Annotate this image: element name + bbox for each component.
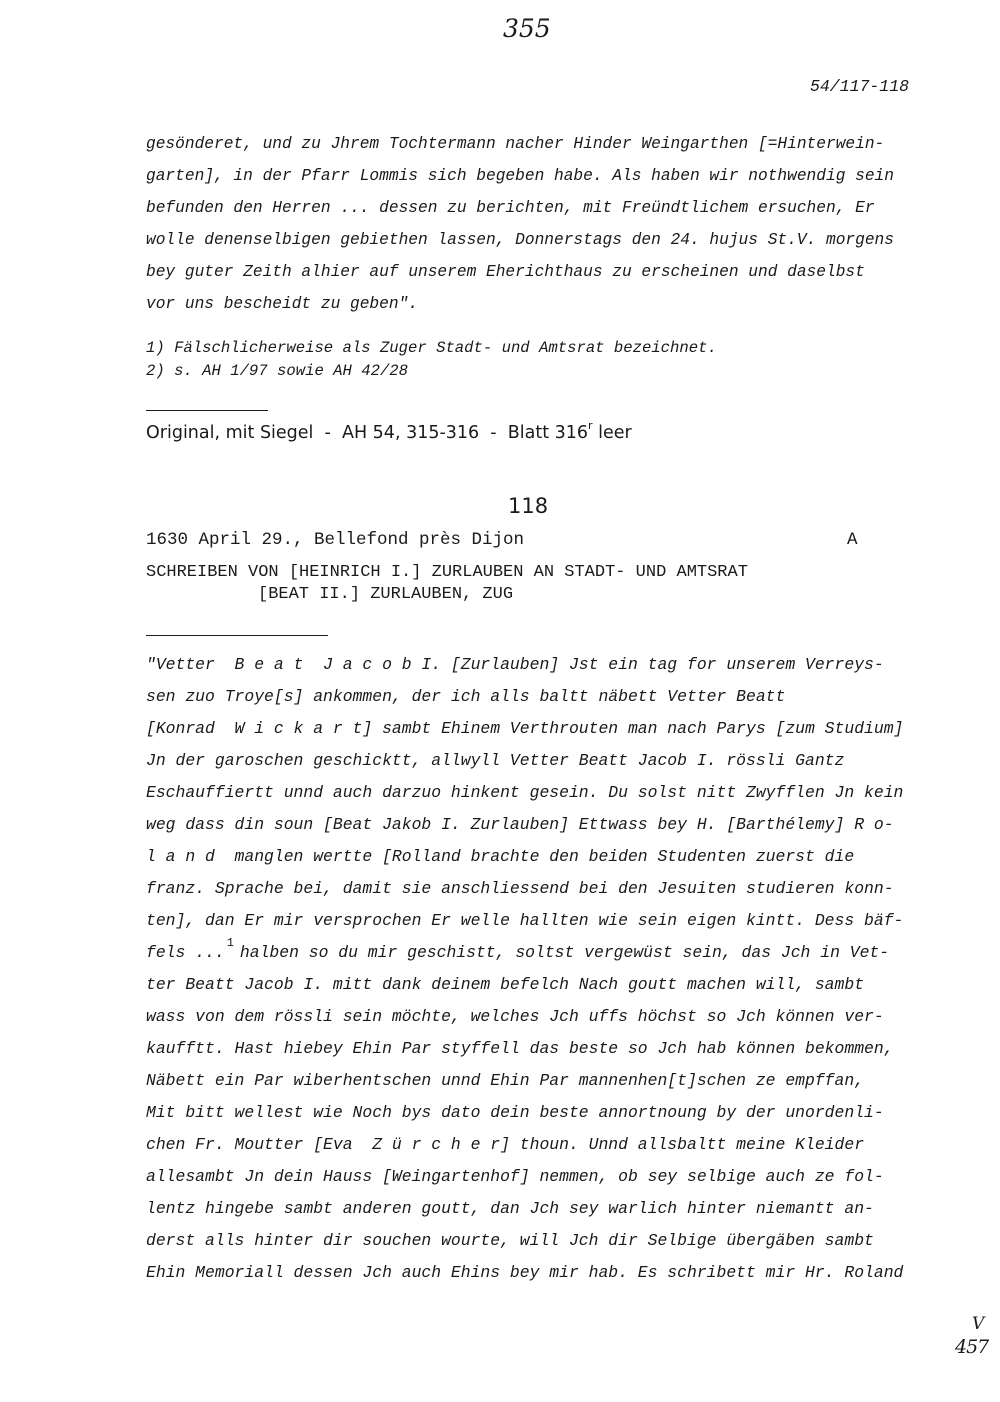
- letter-line: chen Fr. Moutter [Eva Z ü r c h e r] thoun. Unnd allsbaltt meine Kleider: [146, 1135, 865, 1154]
- letter-line: "Vetter B e a t J a c o b I. [Zurlauben] Jst ein tag for unserem Verreys-: [146, 655, 884, 674]
- letter-line-start: fels ...: [146, 943, 225, 962]
- letter-line: kaufftt. Hast hiebey Ehin Par styffell das beste so Jch hab können bekommen,: [146, 1039, 894, 1058]
- letter-line: sen zuo Troye[s] ankommen, der ich alls baltt näbett Vetter Beatt: [146, 687, 786, 706]
- footnote: 2) s. AH 1/97 sowie AH 42/28: [146, 362, 409, 380]
- letter-line: Näbett ein Par wiberhentschen unnd Ehin Par mannenhen[t]schen ze empffan,: [146, 1071, 865, 1090]
- letter-line: Eschauffiertt unnd auch darzuo hinkent gesein. Du solst nitt Zwyfflen Jn kein: [146, 783, 904, 802]
- letter-line-end: halben so du mir geschistt, soltst vergewüst sein, das Jch in Vet-: [239, 943, 890, 962]
- source-note: [146, 419, 632, 443]
- letter-line: weg dass din soun [Beat Jakob I. Zurlauben] Ettwass bey H. [Barthélemy] R o-: [146, 815, 894, 834]
- document-title-continuation: [BEAT II.] ZURLAUBEN, ZUG: [258, 585, 514, 604]
- document-reference: 54/117-118: [810, 77, 910, 96]
- text-line: gesönderet, und zu Jhrem Tochtermann nacher Hinder Weingarthen [=Hinterwein-: [146, 135, 885, 153]
- source-note-superscript: r: [588, 419, 593, 432]
- footnote: 1) Fälschlicherweise als Zuger Stadt- und Amtsrat bezeichnet.: [146, 339, 717, 357]
- document-date-place: 1630 April 29., Bellefond près Dijon: [146, 530, 525, 550]
- letter-line: l a n d manglen wertte [Rolland brachte den beiden Studenten zuerst die: [146, 847, 855, 866]
- letter-line: derst alls hinter dir souchen wourte, will Jch dir Selbige übergäben sambt: [146, 1231, 874, 1250]
- text-line: bey guter Zeith alhier auf unserem Eherichthaus zu erscheinen und daselbst: [146, 263, 865, 281]
- separator-rule: [146, 635, 328, 636]
- letter-line: Jn der garoschen geschicktt, allwyll Vetter Beatt Jacob I. rössli Gantz: [146, 751, 845, 770]
- corner-number: 457: [955, 1336, 989, 1358]
- text-line: befunden den Herren ... dessen zu berichten, mit Freündtlichem ersuchen, Er: [146, 199, 875, 217]
- text-line: vor uns bescheidt zu geben".: [146, 295, 418, 313]
- page-number: 355: [503, 14, 551, 43]
- separator-rule: [146, 410, 268, 411]
- text-line: garten], in der Pfarr Lommis sich begeben habe. Als haben wir nothwendig sein: [146, 167, 894, 185]
- letter-line: lentz hingebe sambt anderen goutt, dan Jch sey warlich hinter niemantt an-: [146, 1199, 874, 1218]
- letter-line: franz. Sprache bei, damit sie anschliessend bei den Jesuiten studieren konn-: [146, 879, 894, 898]
- letter-line: allesambt Jn dein Hauss [Weingartenhof] nemmen, ob sey selbige auch ze fol-: [146, 1167, 884, 1186]
- letter-line: Ehin Memoriall dessen Jch auch Ehins bey mir hab. Es schribett mir Hr. Roland: [146, 1263, 904, 1282]
- source-note-suffix: leer: [592, 423, 632, 443]
- letter-line: ter Beatt Jacob I. mitt dank deinem befelch Nach goutt machen will, sambt: [146, 975, 865, 994]
- source-note-text: Original, mit Siegel - AH 54, 315-316 - Blatt 316: [146, 423, 589, 443]
- document-number: 118: [508, 494, 549, 518]
- letter-line: ten], dan Er mir versprochen Er welle hallten wie sein eigen kintt. Dess bäf-: [146, 911, 904, 930]
- footnote-mark: 1: [226, 936, 234, 950]
- letter-line: wass von dem rössli sein möchte, welches Jch uffs höchst so Jch können ver-: [146, 1007, 884, 1026]
- letter-line: Mit bitt wellest wie Noch bys dato dein beste annortnoung by der unordenli-: [146, 1103, 884, 1122]
- corner-mark: V: [972, 1314, 985, 1334]
- document-title: SCHREIBEN VON [HEINRICH I.] ZURLAUBEN AN STADT- UND AMTSRAT: [146, 563, 748, 582]
- text-line: wolle denenselbigen gebiethen lassen, Donnerstags den 24. hujus St.V. morgens: [146, 231, 894, 249]
- letter-line-with-footnote: [146, 936, 890, 962]
- document-marker: A: [847, 530, 858, 550]
- letter-line: [Konrad W i c k a r t] sambt Ehinem Verthrouten man nach Parys [zum Studium]: [146, 719, 904, 738]
